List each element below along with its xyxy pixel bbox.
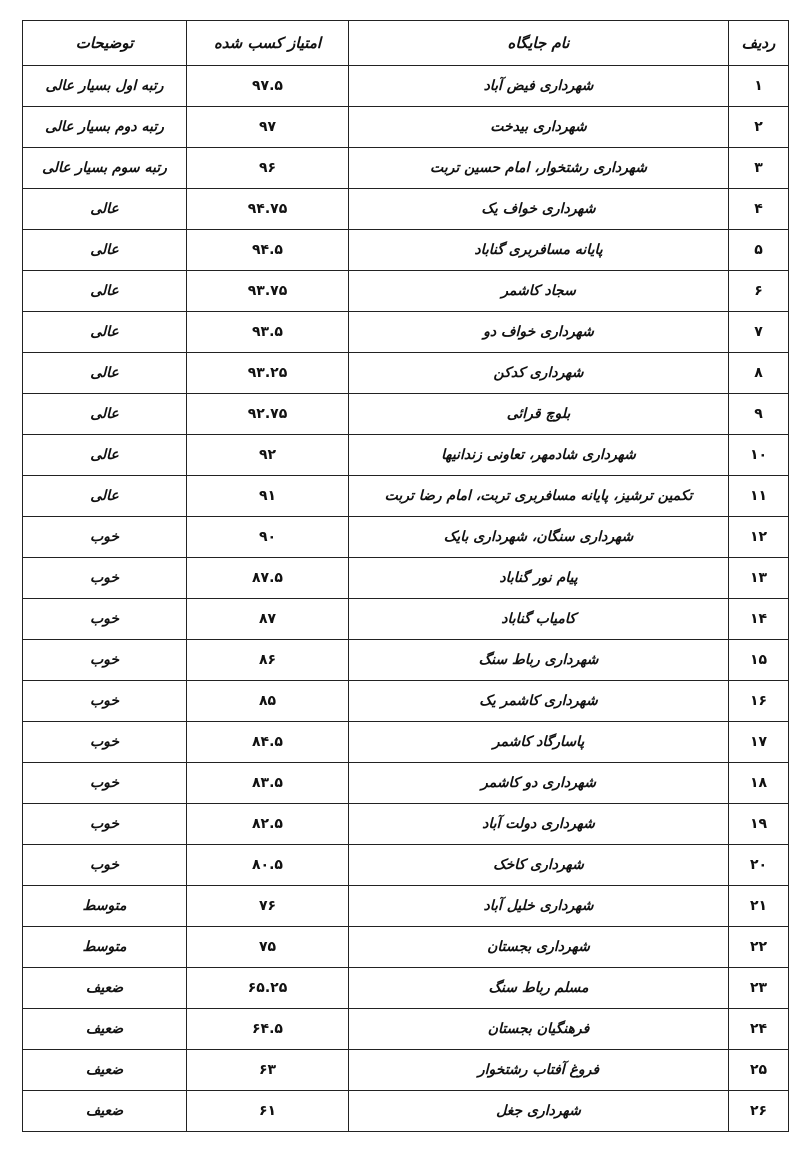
table-row <box>23 968 789 1009</box>
header-station-name: نام جایگاه <box>349 21 729 66</box>
table-row <box>23 804 789 845</box>
description-cell: ضعیف <box>23 968 187 1009</box>
score-cell: ۹۲.۷۵ <box>187 394 349 435</box>
station-name-cell: شهرداری رشتخوار، امام حسین تربت <box>349 148 729 189</box>
score-cell: ۸۷ <box>187 599 349 640</box>
score-cell: ۹۳.۵ <box>187 312 349 353</box>
station-name-cell: شهرداری دولت آباد <box>349 804 729 845</box>
score-cell: ۹۶ <box>187 148 349 189</box>
description-cell: رتبه دوم بسیار عالی <box>23 107 187 148</box>
score-cell: ۹۷.۵ <box>187 66 349 107</box>
station-name-cell: شهرداری جغل <box>349 1091 729 1132</box>
row-number-cell: ۲ <box>729 107 789 148</box>
description-cell: خوب <box>23 558 187 599</box>
description-cell: خوب <box>23 804 187 845</box>
description-cell: ضعیف <box>23 1050 187 1091</box>
table-row <box>23 1091 789 1132</box>
description-cell: عالی <box>23 394 187 435</box>
station-name-cell: شهرداری شادمهر، تعاونی زندانیها <box>349 435 729 476</box>
score-cell: ۹۲ <box>187 435 349 476</box>
row-number-cell: ۱۱ <box>729 476 789 517</box>
station-name-cell: تکمین ترشیز، پایانه مسافربری تربت، امام رضا تربت <box>349 476 729 517</box>
station-name-cell: شهرداری کاخک <box>349 845 729 886</box>
score-cell: ۶۳ <box>187 1050 349 1091</box>
description-cell: عالی <box>23 230 187 271</box>
station-name-cell: فرهنگیان بجستان <box>349 1009 729 1050</box>
row-number-cell: ۲۰ <box>729 845 789 886</box>
station-name-cell: شهرداری رباط سنگ <box>349 640 729 681</box>
table-row <box>23 230 789 271</box>
station-name-cell: شهرداری سنگان، شهرداری بایک <box>349 517 729 558</box>
station-name-cell: شهرداری دو کاشمر <box>349 763 729 804</box>
station-name-cell: سجاد کاشمر <box>349 271 729 312</box>
row-number-cell: ۷ <box>729 312 789 353</box>
table-row <box>23 845 789 886</box>
row-number-cell: ۲۳ <box>729 968 789 1009</box>
table-row <box>23 599 789 640</box>
row-number-cell: ۳ <box>729 148 789 189</box>
table-row <box>23 763 789 804</box>
station-name-cell: شهرداری کاشمر یک <box>349 681 729 722</box>
description-cell: خوب <box>23 517 187 558</box>
header-description: توضیحات <box>23 21 187 66</box>
row-number-cell: ۱ <box>729 66 789 107</box>
station-name-cell: پایانه مسافربری گناباد <box>349 230 729 271</box>
table-row <box>23 476 789 517</box>
table-row <box>23 312 789 353</box>
table-row <box>23 1050 789 1091</box>
table-header-row <box>23 21 789 66</box>
description-cell: خوب <box>23 640 187 681</box>
description-cell: عالی <box>23 435 187 476</box>
row-number-cell: ۲۶ <box>729 1091 789 1132</box>
table-row <box>23 107 789 148</box>
table-row <box>23 353 789 394</box>
table-row <box>23 1009 789 1050</box>
row-number-cell: ۶ <box>729 271 789 312</box>
description-cell: خوب <box>23 763 187 804</box>
score-cell: ۶۱ <box>187 1091 349 1132</box>
row-number-cell: ۱۷ <box>729 722 789 763</box>
station-name-cell: بلوچ قرائی <box>349 394 729 435</box>
row-number-cell: ۱۸ <box>729 763 789 804</box>
description-cell: متوسط <box>23 886 187 927</box>
station-name-cell: کامیاب گناباد <box>349 599 729 640</box>
description-cell: ضعیف <box>23 1009 187 1050</box>
station-name-cell: پیام نور گناباد <box>349 558 729 599</box>
table-row <box>23 271 789 312</box>
table-row <box>23 517 789 558</box>
score-cell: ۸۶ <box>187 640 349 681</box>
row-number-cell: ۱۹ <box>729 804 789 845</box>
header-score: امتیاز کسب شده <box>187 21 349 66</box>
row-number-cell: ۱۴ <box>729 599 789 640</box>
station-name-cell: فروغ آفتاب رشتخوار <box>349 1050 729 1091</box>
row-number-cell: ۱۳ <box>729 558 789 599</box>
score-cell: ۶۵.۲۵ <box>187 968 349 1009</box>
station-name-cell: شهرداری بجستان <box>349 927 729 968</box>
table-row <box>23 722 789 763</box>
table-body <box>23 66 789 1132</box>
station-name-cell: شهرداری خواف دو <box>349 312 729 353</box>
description-cell: عالی <box>23 312 187 353</box>
row-number-cell: ۱۶ <box>729 681 789 722</box>
description-cell: عالی <box>23 189 187 230</box>
score-cell: ۷۵ <box>187 927 349 968</box>
score-cell: ۸۷.۵ <box>187 558 349 599</box>
score-cell: ۷۶ <box>187 886 349 927</box>
row-number-cell: ۹ <box>729 394 789 435</box>
table-row <box>23 886 789 927</box>
table-row <box>23 435 789 476</box>
station-name-cell: شهرداری فیض آباد <box>349 66 729 107</box>
score-cell: ۹۴.۷۵ <box>187 189 349 230</box>
document-page <box>22 20 788 1132</box>
score-cell: ۸۵ <box>187 681 349 722</box>
score-cell: ۹۴.۵ <box>187 230 349 271</box>
description-cell: خوب <box>23 681 187 722</box>
description-cell: خوب <box>23 599 187 640</box>
row-number-cell: ۵ <box>729 230 789 271</box>
table-row <box>23 148 789 189</box>
score-cell: ۹۱ <box>187 476 349 517</box>
description-cell: متوسط <box>23 927 187 968</box>
description-cell: عالی <box>23 271 187 312</box>
row-number-cell: ۱۵ <box>729 640 789 681</box>
description-cell: عالی <box>23 476 187 517</box>
row-number-cell: ۴ <box>729 189 789 230</box>
description-cell: خوب <box>23 845 187 886</box>
description-cell: خوب <box>23 722 187 763</box>
table-row <box>23 640 789 681</box>
header-row-number: ردیف <box>729 21 789 66</box>
table-row <box>23 927 789 968</box>
table-row <box>23 681 789 722</box>
station-name-cell: شهرداری خلیل آباد <box>349 886 729 927</box>
score-cell: ۹۰ <box>187 517 349 558</box>
row-number-cell: ۲۲ <box>729 927 789 968</box>
row-number-cell: ۸ <box>729 353 789 394</box>
description-cell: رتبه اول بسیار عالی <box>23 66 187 107</box>
description-cell: ضعیف <box>23 1091 187 1132</box>
score-cell: ۸۳.۵ <box>187 763 349 804</box>
score-cell: ۸۴.۵ <box>187 722 349 763</box>
table-row <box>23 66 789 107</box>
ranking-table <box>22 20 789 1132</box>
station-name-cell: پاسارگاد کاشمر <box>349 722 729 763</box>
station-name-cell: مسلم رباط سنگ <box>349 968 729 1009</box>
row-number-cell: ۲۵ <box>729 1050 789 1091</box>
row-number-cell: ۲۱ <box>729 886 789 927</box>
station-name-cell: شهرداری خواف یک <box>349 189 729 230</box>
score-cell: ۹۳.۷۵ <box>187 271 349 312</box>
score-cell: ۸۲.۵ <box>187 804 349 845</box>
table-row <box>23 189 789 230</box>
score-cell: ۶۴.۵ <box>187 1009 349 1050</box>
description-cell: عالی <box>23 353 187 394</box>
score-cell: ۹۳.۲۵ <box>187 353 349 394</box>
station-name-cell: شهرداری بیدخت <box>349 107 729 148</box>
description-cell: رتبه سوم بسیار عالی <box>23 148 187 189</box>
row-number-cell: ۱۲ <box>729 517 789 558</box>
score-cell: ۸۰.۵ <box>187 845 349 886</box>
row-number-cell: ۱۰ <box>729 435 789 476</box>
table-row <box>23 394 789 435</box>
score-cell: ۹۷ <box>187 107 349 148</box>
row-number-cell: ۲۴ <box>729 1009 789 1050</box>
station-name-cell: شهرداری کدکن <box>349 353 729 394</box>
table-row <box>23 558 789 599</box>
